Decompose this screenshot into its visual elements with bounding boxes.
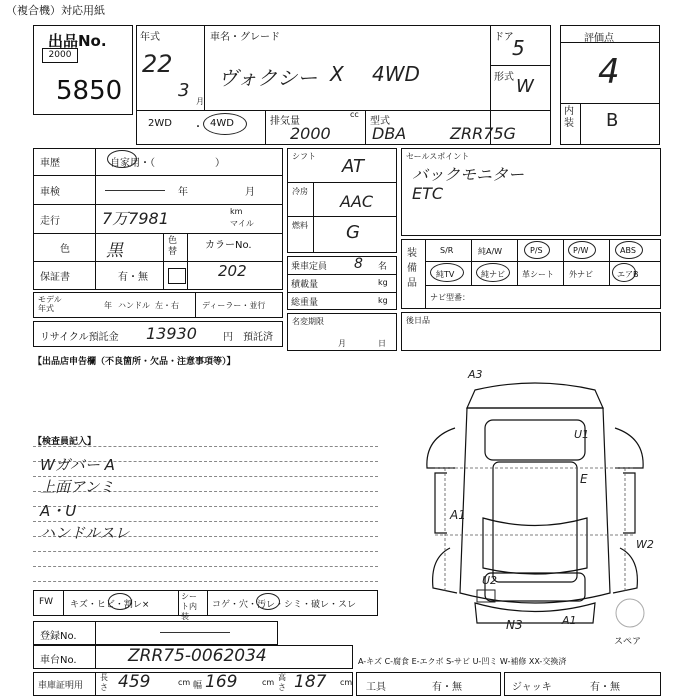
mark-right-lower: W2 xyxy=(636,538,654,551)
fw-circle xyxy=(108,593,132,610)
registration-dash xyxy=(160,632,230,633)
recycle-label: リサイクル預託金 xyxy=(40,332,119,343)
car-rear-window xyxy=(483,518,587,574)
recycle-unit: 円 xyxy=(223,332,233,343)
car-roof xyxy=(493,462,577,582)
notes-label: 後日品 xyxy=(406,316,430,325)
inspector-label: 【検査員記入】 xyxy=(33,437,97,447)
car-front-bumper xyxy=(467,383,603,408)
cert-width-value: 169 xyxy=(205,672,238,692)
lot-box xyxy=(33,25,133,115)
equip-abs: ABS xyxy=(620,246,636,255)
recycle-value: 13930 xyxy=(146,324,197,343)
load-unit: kg xyxy=(378,278,388,287)
equipment-label: 装備品 xyxy=(407,248,417,289)
displacement-value: 2000 xyxy=(290,124,331,143)
shift-label: シフト xyxy=(292,152,316,161)
recycle-status: 預託済 xyxy=(243,332,273,343)
model-grade: X xyxy=(330,62,344,86)
score-label: 評価点 xyxy=(584,33,614,44)
year-value: 22 xyxy=(142,50,173,78)
mileage-km: km xyxy=(230,207,243,216)
jack-label: ジャッキ xyxy=(512,682,552,693)
equip-airbag-circle xyxy=(612,263,636,282)
mark-right-upper: U1 xyxy=(574,428,590,441)
fuel-label: 燃料 xyxy=(292,221,308,230)
warranty-check xyxy=(168,268,186,284)
handle-label: ハンドル xyxy=(118,301,150,310)
car-diagram xyxy=(405,368,665,638)
door-value: 5 xyxy=(512,36,525,60)
displacement-unit: cc xyxy=(350,110,359,119)
score-value: 4 xyxy=(598,52,620,92)
inspector-line1: Wガバー A xyxy=(40,456,115,474)
cert-len-value: 459 xyxy=(118,672,151,692)
seller-notes-label: 【出品店申告欄（不良箇所・欠品・注意事項等）】 xyxy=(33,357,236,367)
shape-value: W xyxy=(516,76,534,97)
sales-point-line2: ETC xyxy=(412,184,444,203)
month-value: 3 xyxy=(178,80,190,101)
fw-label: FW xyxy=(39,597,54,607)
equip-ps: P/S xyxy=(530,246,543,255)
spare-tire-icon xyxy=(616,599,644,627)
sales-point-line1: バックモニター xyxy=(412,165,525,184)
capacity-unit: 名 xyxy=(378,262,388,272)
car-hood xyxy=(485,420,585,460)
header-title: （複合機）対応用紙 xyxy=(6,4,105,17)
mileage-value: 7万7981 xyxy=(102,209,169,228)
car-rear-bumper xyxy=(475,603,595,623)
registration-label: 登録No. xyxy=(40,631,77,642)
lot-small-box: 2000 xyxy=(42,48,78,63)
handle-value: 左・右 xyxy=(155,301,179,310)
equip-leather: 革シート xyxy=(522,270,554,279)
mileage-label: 走行 xyxy=(40,216,60,227)
equip-abs-circle xyxy=(615,241,643,259)
name-change-day: 日 xyxy=(378,339,386,348)
sales-point-label: セールスポイント xyxy=(406,152,470,161)
model-year-unit: 年 xyxy=(104,301,112,310)
ac-label: 冷房 xyxy=(292,187,308,196)
interior-label: 内装 xyxy=(564,106,574,129)
equip-ps-circle xyxy=(524,241,550,259)
warranty-label: 保証書 xyxy=(40,272,70,283)
cert-width-unit: cm xyxy=(262,678,275,687)
equip-ext-navi: 外ナビ xyxy=(569,270,593,279)
color-no-label: カラーNo. xyxy=(205,240,252,251)
ac-value: AAC xyxy=(340,192,374,211)
mark-bottom-right: A1 xyxy=(562,614,577,627)
model-label: 車名・グレード xyxy=(210,32,280,43)
history-circle xyxy=(107,150,137,168)
cert-len-unit: cm xyxy=(178,678,191,687)
equip-navi: 純ナビ xyxy=(481,270,505,279)
tools-label: 工具 xyxy=(366,682,386,693)
chassis-label: 車台No. xyxy=(40,655,77,666)
equip-sr: S/R xyxy=(440,246,454,255)
equip-pw-circle xyxy=(568,241,596,259)
weight-unit: kg xyxy=(378,296,388,305)
cert-len-label: 長さ xyxy=(100,673,108,692)
color-change: 色替 xyxy=(168,236,178,257)
model-name: ヴォクシー xyxy=(218,66,318,90)
mark-bottom-left: N3 xyxy=(506,618,523,632)
equip-aw: 純A/W xyxy=(478,247,503,256)
inspection-dash xyxy=(105,190,165,191)
fw-items: キズ・ヒビ・割レ× xyxy=(70,600,150,610)
name-change-label: 名変期限 xyxy=(292,317,324,326)
history-value: 自家用・（ ） xyxy=(110,158,225,169)
cert-height-unit: cm xyxy=(340,678,353,687)
color-value: 黒 xyxy=(106,241,123,261)
inspector-line4: ハンドルスレ xyxy=(40,524,130,542)
car-right-mirror xyxy=(615,428,643,468)
equip-pw: P/W xyxy=(573,246,589,255)
tools-value: 有・無 xyxy=(432,682,462,693)
door-label: ドア xyxy=(494,32,514,43)
weight-label: 総重量 xyxy=(291,298,319,308)
car-tailgate xyxy=(485,573,585,601)
month-unit: 月 xyxy=(196,97,204,106)
cert-height-value: 187 xyxy=(294,672,327,692)
inspection-year: 年 xyxy=(178,187,188,198)
mark-top: A3 xyxy=(468,368,483,381)
certificate-label: 車庫証明用 xyxy=(38,681,84,691)
warranty-value: 有・無 xyxy=(118,272,148,283)
shape-label: 形式 xyxy=(494,72,514,83)
inspection-month: 月 xyxy=(245,187,255,198)
interior-value: B xyxy=(606,110,619,131)
displacement-label: 排気量 xyxy=(270,116,300,127)
name-change-month: 月 xyxy=(338,339,346,348)
shift-value: AT xyxy=(342,156,364,177)
capacity-label: 乗車定員 xyxy=(291,262,328,272)
drive-opt-4wd: 4WD xyxy=(210,118,234,129)
navi-model-label: ナビ型番： xyxy=(430,293,470,302)
car-left-mirror xyxy=(427,428,455,468)
mark-bottom-center: U2 xyxy=(482,574,498,587)
history-label: 車歴 xyxy=(40,158,60,169)
capacity-value: 8 xyxy=(354,256,363,272)
equip-tv: 純TV xyxy=(436,270,455,279)
legend-text: A-キズ C-腐食 E-エクボ S-サビ U-凹ミ W-補修 XX-交換済 xyxy=(358,657,567,666)
model-drive: 4WD xyxy=(372,62,420,86)
cert-width-label: 幅 xyxy=(193,681,203,691)
seat-items: コゲ・穴・汚レ・シミ・破レ・スレ xyxy=(212,600,357,610)
seat-circle xyxy=(256,593,280,610)
color-label: 色 xyxy=(60,244,70,255)
type-label: 型式 xyxy=(370,116,390,127)
spare-label: スペア xyxy=(614,637,642,647)
inspection-label: 車検 xyxy=(40,187,60,198)
jack-value: 有・無 xyxy=(590,682,620,693)
dealer-label: ディーラー・並行 xyxy=(202,301,266,310)
drive-opt-2wd: 2WD xyxy=(148,118,172,129)
year-label: 年式 xyxy=(140,32,160,43)
equip-navi-circle xyxy=(476,263,510,282)
cert-height-label: 高さ xyxy=(278,673,286,692)
inspector-line2: 上面アンミ xyxy=(40,478,115,496)
mark-left-mid: A1 xyxy=(450,508,466,522)
equip-tv-circle xyxy=(430,263,464,282)
inspector-line3: A・U xyxy=(40,502,77,520)
load-label: 積載量 xyxy=(291,280,319,290)
lot-label: 出品No. xyxy=(48,32,107,50)
notes-box xyxy=(401,312,661,351)
type-prefix: DBA xyxy=(372,124,407,143)
color-no-value: 202 xyxy=(218,262,247,280)
mileage-mile: マイル xyxy=(230,219,254,228)
lot-number: 5850 xyxy=(56,76,123,106)
drive-sep: ・ xyxy=(193,122,203,133)
equip-airbag: エアB xyxy=(617,270,639,279)
type-model: ZRR75G xyxy=(450,124,516,143)
chassis-value: ZRR75-0062034 xyxy=(128,646,267,666)
seat-label: シート内装 xyxy=(181,592,197,621)
fuel-value: G xyxy=(346,222,360,243)
mark-right-mid: E xyxy=(580,472,588,486)
drive-circle xyxy=(203,113,247,135)
model-year-label: モデル年式 xyxy=(38,295,62,313)
